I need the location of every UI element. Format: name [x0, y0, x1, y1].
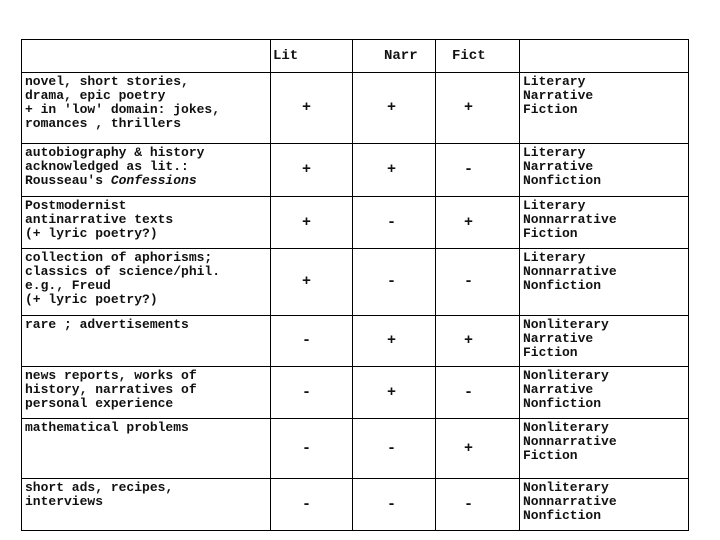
narr-value-cell	[353, 479, 436, 531]
row-category	[520, 419, 689, 479]
lit-value: -	[302, 383, 312, 401]
fict-value: +	[464, 99, 474, 116]
row-category	[520, 249, 689, 316]
narr-value-cell	[353, 144, 436, 197]
table-row	[22, 144, 689, 197]
lit-value-cell	[271, 197, 353, 249]
header-narr: Narr	[353, 40, 436, 73]
lit-value-cell	[271, 316, 353, 367]
lit-value-cell	[271, 249, 353, 316]
row-description	[22, 144, 271, 197]
lit-value-cell	[271, 144, 353, 197]
lit-value-cell	[271, 367, 353, 419]
fict-value: +	[464, 439, 474, 457]
lit-value: +	[302, 213, 312, 231]
fict-value-cell	[436, 197, 520, 249]
category-line: Nonnarrative	[523, 212, 617, 227]
classification-table	[21, 39, 689, 531]
fict-value-cell	[436, 419, 520, 479]
description-line: interviews	[25, 494, 104, 509]
category-line: Narrative	[523, 88, 594, 103]
description-line: collection of aphorisms;	[25, 250, 213, 265]
narr-value: +	[387, 99, 397, 116]
fict-value-cell	[436, 144, 520, 197]
lit-value: -	[302, 332, 312, 349]
category-line: Fiction	[523, 226, 578, 241]
row-description	[22, 73, 271, 144]
narr-value-cell	[353, 73, 436, 144]
table-row	[22, 316, 689, 367]
fict-value-cell	[436, 316, 520, 367]
description-line: (+ lyric poetry?)	[25, 226, 158, 241]
narr-value: -	[387, 213, 397, 231]
category-line: Literary	[523, 74, 586, 89]
narr-value-cell	[353, 367, 436, 419]
category-line: Nonliterary	[523, 368, 609, 383]
description-line: e.g., Freud	[25, 278, 111, 293]
description-line: (+ lyric poetry?)	[25, 292, 158, 307]
fict-value: -	[464, 495, 474, 513]
category-line: Nonnarrative	[523, 264, 617, 279]
category-line: Nonliterary	[523, 420, 609, 435]
narr-value-cell	[353, 249, 436, 316]
fict-value: -	[464, 161, 474, 178]
header-description	[22, 40, 271, 73]
description-line: + in 'low' domain: jokes,	[25, 102, 221, 117]
row-description	[22, 419, 271, 479]
category-line: Nonfiction	[523, 508, 602, 523]
header-row	[22, 40, 689, 73]
narr-value-cell	[353, 197, 436, 249]
table-row	[22, 367, 689, 419]
description-line: acknowledged as lit.:	[25, 159, 189, 174]
category-line: Nonnarrative	[523, 434, 617, 449]
lit-value-cell	[271, 419, 353, 479]
description-line: novel, short stories,	[25, 74, 189, 89]
narr-value: -	[387, 495, 397, 513]
narr-value: +	[387, 332, 397, 349]
narr-value-cell	[353, 419, 436, 479]
row-category	[520, 197, 689, 249]
row-description	[22, 197, 271, 249]
description-line: Postmodernist	[25, 198, 127, 213]
row-category	[520, 73, 689, 144]
description-line: news reports, works of	[25, 368, 197, 383]
description-line: drama, epic poetry	[25, 88, 166, 103]
header-fict: Fict	[436, 40, 520, 73]
table-row	[22, 479, 689, 531]
description-line: short ads, recipes,	[25, 480, 174, 495]
description-line	[25, 174, 270, 188]
narr-value: +	[387, 161, 397, 178]
description-line: history, narratives of	[25, 382, 197, 397]
table-row	[22, 197, 689, 249]
table-body	[22, 40, 689, 531]
narr-value-cell	[353, 316, 436, 367]
fict-value-cell	[436, 73, 520, 144]
header-category	[520, 40, 689, 73]
description-prefix: Rousseau's	[25, 173, 111, 188]
lit-value: +	[302, 161, 312, 178]
description-title: Confessions	[110, 173, 197, 188]
fict-value: -	[464, 273, 474, 290]
fict-value-cell	[436, 479, 520, 531]
lit-value: -	[302, 495, 312, 513]
description-line: classics of science/phil.	[25, 264, 221, 279]
description-line: autobiography & history	[25, 145, 205, 160]
lit-value: -	[302, 439, 312, 457]
narr-value: +	[387, 383, 397, 401]
fict-value: -	[464, 383, 474, 401]
description-line: antinarrative texts	[25, 212, 174, 227]
category-line: Literary	[523, 198, 586, 213]
category-line: Nonfiction	[523, 278, 602, 293]
category-line: Nonliterary	[523, 480, 609, 495]
category-line: Narrative	[523, 382, 594, 397]
header-lit: Lit	[271, 40, 353, 73]
category-line: Narrative	[523, 159, 594, 174]
description-line: rare ; advertisements	[25, 317, 189, 332]
category-line: Fiction	[523, 345, 578, 360]
lit-value-cell	[271, 73, 353, 144]
fict-value-cell	[436, 367, 520, 419]
row-description	[22, 367, 271, 419]
category-line: Nonfiction	[523, 396, 602, 411]
lit-value-cell	[271, 479, 353, 531]
category-line: Nonliterary	[523, 317, 609, 332]
category-line: Literary	[523, 145, 586, 160]
category-line: Narrative	[523, 331, 594, 346]
row-category	[520, 367, 689, 419]
row-description	[22, 479, 271, 531]
fict-value-cell	[436, 249, 520, 316]
row-category	[520, 316, 689, 367]
row-category	[520, 144, 689, 197]
table-row	[22, 249, 689, 316]
narr-value: -	[387, 439, 397, 457]
table-row	[22, 419, 689, 479]
category-line: Literary	[523, 250, 586, 265]
category-line: Nonfiction	[523, 173, 602, 188]
description-line: mathematical problems	[25, 420, 189, 435]
category-line: Fiction	[523, 448, 578, 463]
category-line: Nonnarrative	[523, 494, 617, 509]
row-description	[22, 316, 271, 367]
fict-value: +	[464, 332, 474, 349]
fict-value: +	[464, 213, 474, 231]
category-line: Fiction	[523, 102, 578, 117]
lit-value: +	[302, 99, 312, 116]
description-line: personal experience	[25, 396, 174, 411]
lit-value: +	[302, 273, 312, 290]
narr-value: -	[387, 273, 397, 290]
description-line: romances , thrillers	[25, 116, 182, 131]
table-row	[22, 73, 689, 144]
row-category	[520, 479, 689, 531]
row-description	[22, 249, 271, 316]
